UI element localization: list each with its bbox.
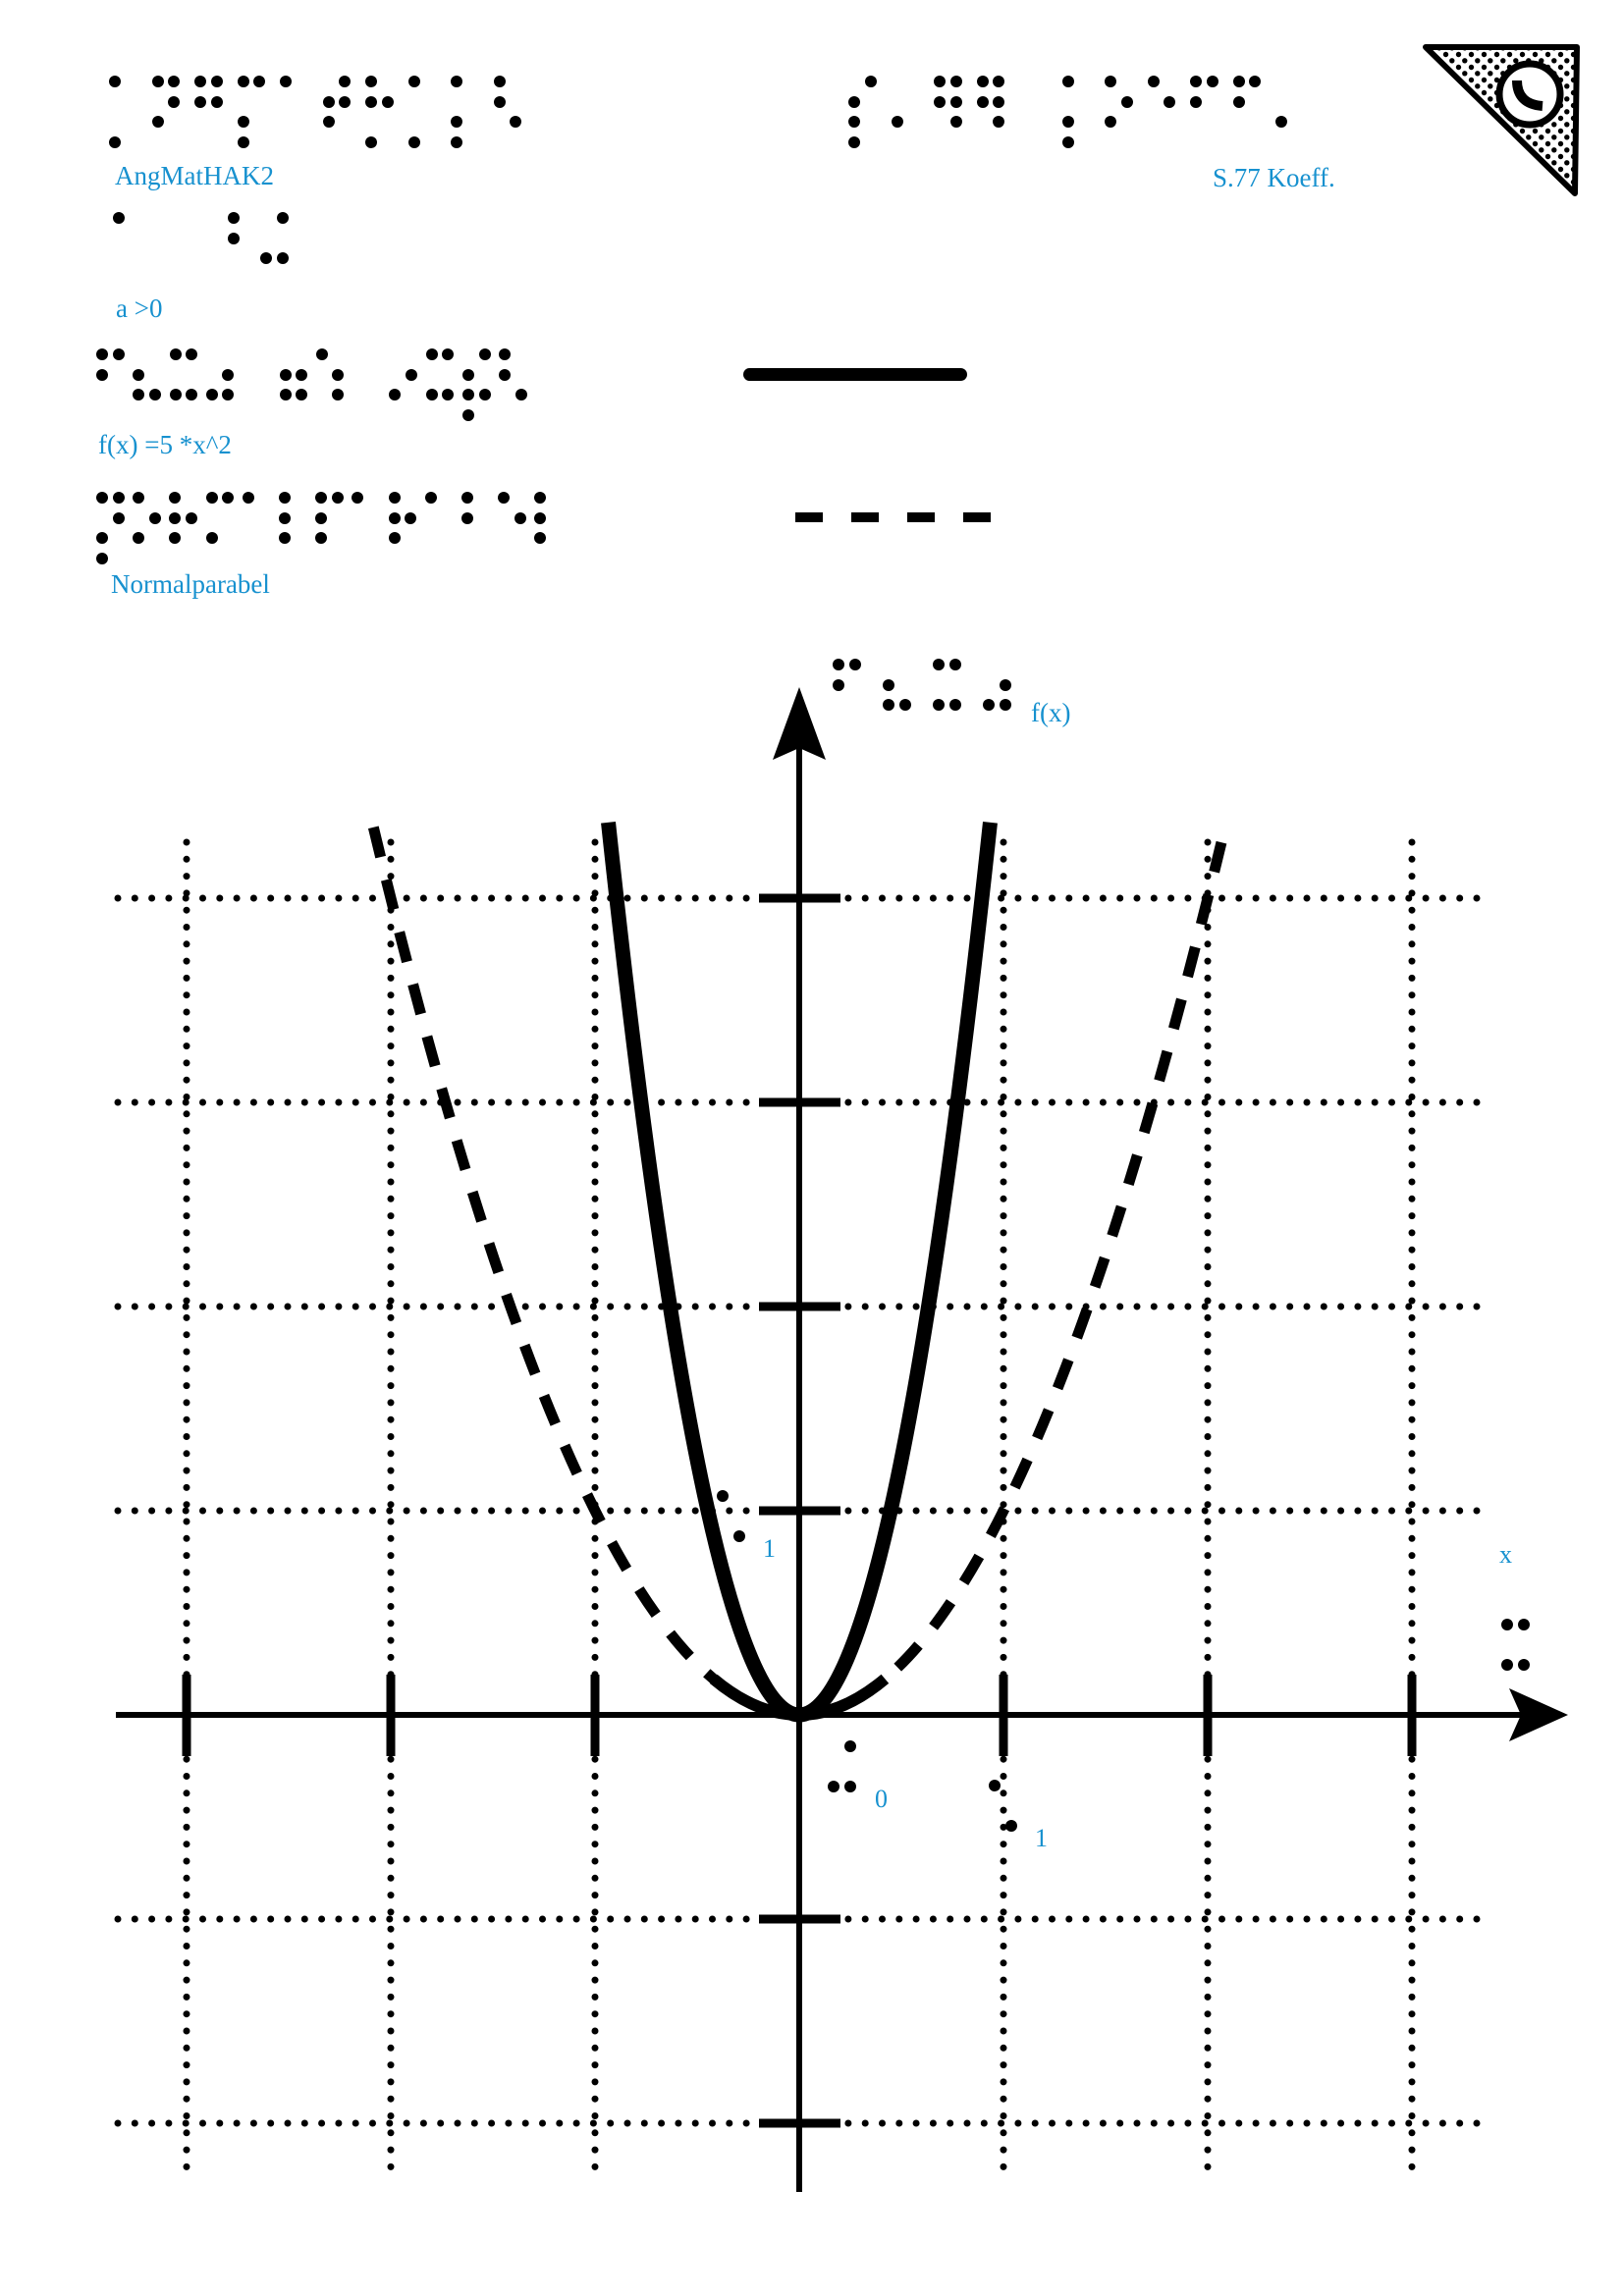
braille-dot-page_ref bbox=[848, 96, 860, 108]
braille-dot-fx_label bbox=[899, 699, 911, 711]
braille-dot-formula bbox=[186, 389, 197, 400]
braille-dot-normal bbox=[405, 512, 416, 524]
braille-dot-normal bbox=[96, 492, 108, 504]
braille-dot-page_ref bbox=[1190, 76, 1202, 87]
braille-dot-fx_label bbox=[833, 679, 844, 691]
braille-dot-fx_label bbox=[933, 659, 945, 670]
braille-dot-normal bbox=[461, 492, 473, 504]
braille-dot-normal bbox=[389, 532, 401, 544]
braille-dot-formula bbox=[426, 348, 438, 360]
braille-dot-x_label bbox=[1518, 1659, 1530, 1671]
braille-dot-fx_label bbox=[833, 659, 844, 670]
braille-dot-doc_code bbox=[238, 136, 249, 148]
braille-dot-coeff bbox=[228, 233, 240, 244]
braille-dot-page_ref bbox=[1121, 96, 1133, 108]
braille-dot-formula bbox=[499, 369, 511, 381]
y-unit-label: 1 bbox=[763, 1534, 776, 1563]
braille-dot-page_ref bbox=[848, 136, 860, 148]
braille-dot-doc_code bbox=[365, 96, 377, 108]
braille-dot-coeff bbox=[277, 252, 289, 264]
braille-dot-coeff bbox=[277, 212, 289, 224]
braille-dot-formula bbox=[149, 389, 161, 400]
braille-dot-x_label bbox=[1501, 1659, 1513, 1671]
braille-dot-doc_code bbox=[339, 76, 351, 87]
y-axis-name-label: f(x) bbox=[1031, 698, 1071, 727]
braille-dot-fx_label bbox=[949, 699, 961, 711]
braille-dot-normal bbox=[206, 492, 218, 504]
braille-dot-page_ref bbox=[977, 96, 989, 108]
braille-dot-formula bbox=[186, 348, 197, 360]
braille-dot-page_ref bbox=[848, 116, 860, 128]
braille-dot-page_ref bbox=[1062, 136, 1074, 148]
doc-code-label: AngMatHAK2 bbox=[115, 161, 274, 190]
coefficient-condition-label: a >0 bbox=[116, 294, 163, 323]
braille-dot-normal bbox=[315, 512, 327, 524]
braille-dot-page_ref bbox=[1105, 116, 1116, 128]
braille-dot-zero bbox=[828, 1781, 839, 1792]
function-formula-label: f(x) =5 *x^2 bbox=[98, 430, 232, 459]
braille-dot-formula bbox=[170, 389, 182, 400]
braille-dot-normal bbox=[514, 512, 526, 524]
braille-dot-formula bbox=[96, 369, 108, 381]
braille-dot-formula bbox=[296, 389, 307, 400]
braille-dot-coeff bbox=[260, 252, 272, 264]
braille-dot-page_ref bbox=[865, 76, 877, 87]
braille-dot-formula bbox=[426, 389, 438, 400]
braille-dot-normal bbox=[149, 512, 161, 524]
page-ref-label: S.77 Koeff. bbox=[1213, 163, 1335, 192]
braille-dot-fx_label bbox=[883, 679, 894, 691]
braille-dot-normal bbox=[96, 532, 108, 544]
braille-dot-doc_code bbox=[238, 76, 249, 87]
braille-dot-formula bbox=[170, 348, 182, 360]
braille-dot-page_ref bbox=[950, 116, 962, 128]
normal-parabola-label: Normalparabel bbox=[111, 569, 270, 599]
braille-dot-doc_code bbox=[168, 96, 180, 108]
braille-dot-formula bbox=[462, 369, 474, 381]
braille-dot-normal bbox=[425, 492, 437, 504]
braille-dot-normal bbox=[206, 532, 218, 544]
braille-dot-doc_code bbox=[168, 76, 180, 87]
braille-dot-formula bbox=[133, 369, 144, 381]
braille-dot-doc_code bbox=[451, 76, 462, 87]
braille-dot-page_ref bbox=[1190, 96, 1202, 108]
origin-label: 0 bbox=[875, 1785, 888, 1813]
braille-dot-normal bbox=[279, 512, 291, 524]
braille-dot-fx_label bbox=[949, 659, 961, 670]
braille-dot-formula bbox=[280, 369, 292, 381]
braille-dot-formula bbox=[280, 389, 292, 400]
braille-dot-formula bbox=[515, 389, 527, 400]
braille-dot-page_ref bbox=[993, 76, 1004, 87]
braille-dot-fx_label bbox=[849, 659, 861, 670]
braille-dot-normal bbox=[243, 492, 254, 504]
braille-dot-normal bbox=[96, 553, 108, 564]
braille-dot-doc_code bbox=[510, 116, 521, 128]
braille-dot-coeff bbox=[113, 212, 125, 224]
braille-dot-formula bbox=[296, 369, 307, 381]
braille-dot-page_ref bbox=[993, 96, 1004, 108]
braille-dot-one_x bbox=[989, 1780, 1001, 1791]
braille-dot-formula bbox=[479, 389, 491, 400]
x-axis-name-label: x bbox=[1499, 1540, 1512, 1569]
braille-dot-one_x bbox=[1005, 1820, 1017, 1832]
braille-dot-doc_code bbox=[494, 76, 506, 87]
braille-dot-zero bbox=[844, 1740, 856, 1752]
braille-dot-normal bbox=[222, 492, 234, 504]
braille-dot-formula bbox=[332, 369, 344, 381]
braille-dot-formula bbox=[316, 348, 328, 360]
braille-dot-formula bbox=[479, 348, 491, 360]
braille-dot-normal bbox=[389, 492, 401, 504]
braille-dot-doc_code bbox=[253, 76, 265, 87]
braille-dot-doc_code bbox=[152, 76, 164, 87]
braille-dot-normal bbox=[113, 512, 125, 524]
braille-dot-page_ref bbox=[1233, 96, 1245, 108]
braille-dot-doc_code bbox=[365, 76, 377, 87]
braille-dot-normal bbox=[279, 532, 291, 544]
braille-dot-doc_code bbox=[382, 96, 394, 108]
braille-dot-coeff bbox=[228, 212, 240, 224]
braille-dot-x_label bbox=[1518, 1619, 1530, 1630]
braille-dot-doc_code bbox=[194, 96, 206, 108]
braille-dot-formula bbox=[222, 369, 234, 381]
braille-dot-x_label bbox=[1501, 1619, 1513, 1630]
braille-dot-doc_code bbox=[408, 136, 420, 148]
braille-dot-formula bbox=[206, 389, 218, 400]
braille-dot-fx_label bbox=[1000, 699, 1011, 711]
braille-dot-normal bbox=[113, 492, 125, 504]
braille-dot-doc_code bbox=[451, 116, 462, 128]
braille-dot-page_ref bbox=[934, 76, 946, 87]
braille-dot-normal bbox=[169, 512, 181, 524]
braille-dot-page_ref bbox=[1148, 76, 1160, 87]
braille-dot-page_ref bbox=[950, 96, 962, 108]
braille-dot-fx_label bbox=[1000, 679, 1011, 691]
braille-dot-doc_code bbox=[211, 96, 223, 108]
braille-dot-normal bbox=[534, 512, 546, 524]
braille-dot-fx_label bbox=[883, 699, 894, 711]
braille-dot-fx_label bbox=[983, 699, 995, 711]
braille-dot-normal bbox=[186, 512, 197, 524]
braille-dot-page_ref bbox=[977, 76, 989, 87]
braille-dot-page_ref bbox=[1164, 96, 1175, 108]
x-unit-label: 1 bbox=[1035, 1824, 1048, 1852]
braille-dot-doc_code bbox=[494, 96, 506, 108]
braille-dot-normal bbox=[389, 512, 401, 524]
braille-dot-page_ref bbox=[1233, 76, 1245, 87]
braille-dot-doc_code bbox=[323, 116, 335, 128]
braille-dot-doc_code bbox=[211, 76, 223, 87]
braille-dot-fx_label bbox=[933, 699, 945, 711]
braille-dot-doc_code bbox=[280, 76, 292, 87]
braille-dot-zero bbox=[844, 1781, 856, 1792]
braille-dot-doc_code bbox=[238, 116, 249, 128]
braille-dot-normal bbox=[461, 512, 473, 524]
braille-dot-one_y bbox=[717, 1490, 729, 1502]
braille-dot-page_ref bbox=[1105, 76, 1116, 87]
braille-dot-page_ref bbox=[1275, 116, 1287, 128]
braille-dot-formula bbox=[462, 389, 474, 400]
braille-dot-page_ref bbox=[993, 116, 1004, 128]
braille-dot-doc_code bbox=[152, 116, 164, 128]
braille-dot-doc_code bbox=[109, 136, 121, 148]
braille-dot-doc_code bbox=[451, 136, 462, 148]
braille-dot-doc_code bbox=[339, 96, 351, 108]
braille-dot-page_ref bbox=[1207, 76, 1218, 87]
braille-dot-formula bbox=[406, 369, 417, 381]
braille-dot-doc_code bbox=[323, 96, 335, 108]
braille-dot-doc_code bbox=[408, 76, 420, 87]
braille-dot-one_y bbox=[733, 1530, 745, 1542]
braille-dot-page_ref bbox=[934, 96, 946, 108]
braille-dot-doc_code bbox=[194, 76, 206, 87]
braille-dot-page_ref bbox=[1249, 76, 1261, 87]
braille-dot-normal bbox=[332, 492, 344, 504]
braille-dot-formula bbox=[96, 348, 108, 360]
braille-dot-formula bbox=[113, 348, 125, 360]
braille-dot-doc_code bbox=[365, 136, 377, 148]
braille-dot-page_ref bbox=[950, 76, 962, 87]
braille-dot-page_ref bbox=[1062, 76, 1074, 87]
braille-dot-page_ref bbox=[892, 116, 903, 128]
braille-dot-formula bbox=[462, 409, 474, 421]
braille-dot-doc_code bbox=[109, 76, 121, 87]
braille-dot-page_ref bbox=[1062, 116, 1074, 128]
braille-dot-normal bbox=[279, 492, 291, 504]
